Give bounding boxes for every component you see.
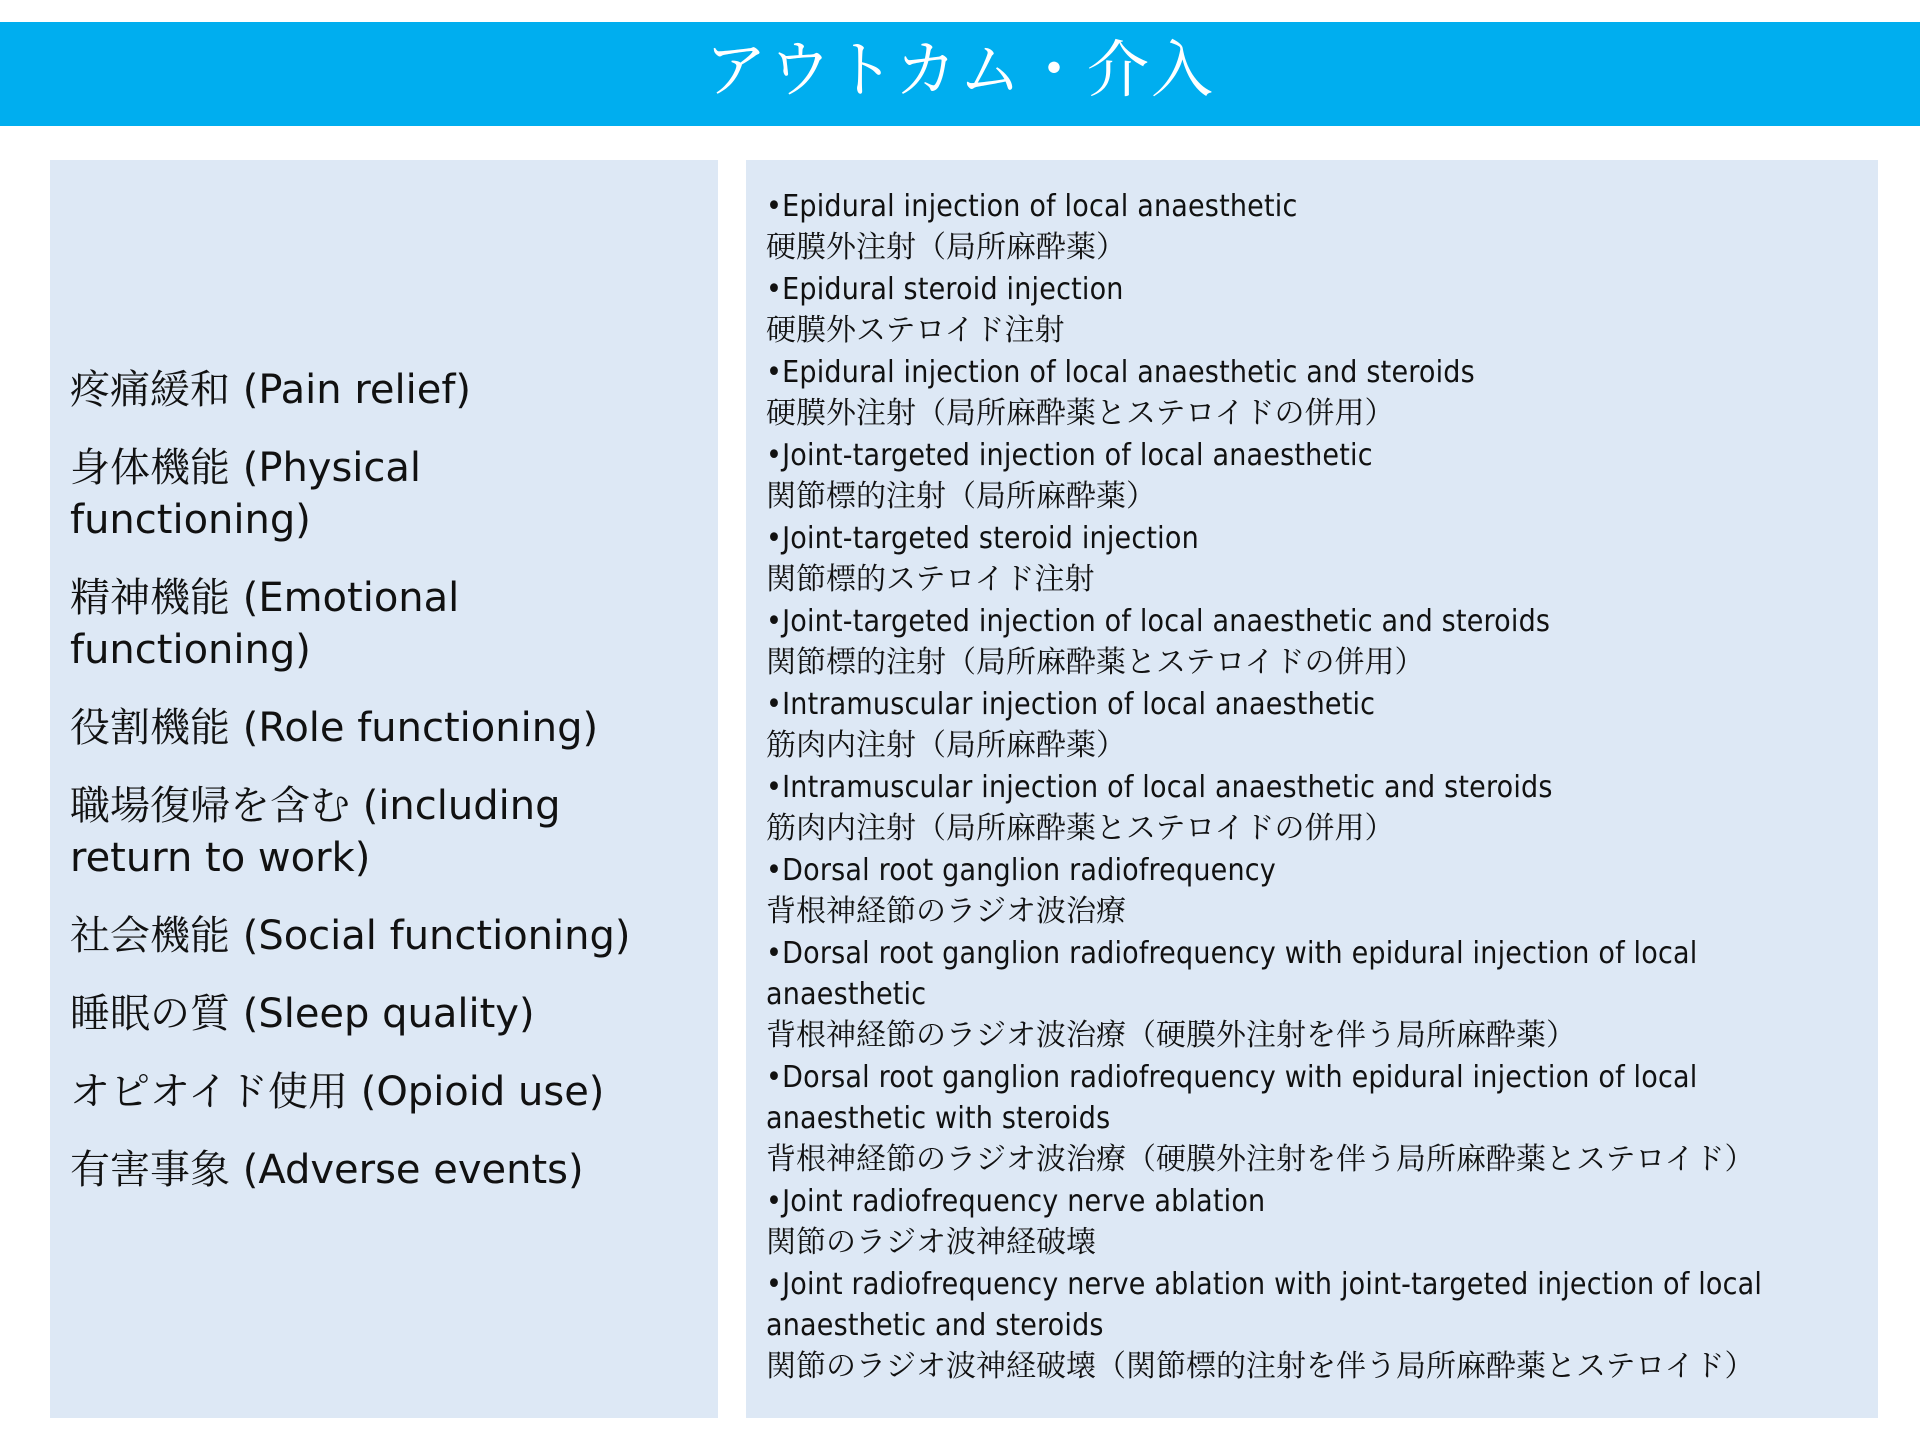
intervention-english: •Epidural injection of local anaesthetic — [766, 189, 1298, 224]
intervention-item — [766, 352, 1858, 435]
intervention-english: •Intramuscular injection of local anaesthetic — [766, 687, 1376, 722]
intervention-english: •Joint radiofrequency nerve ablation — [766, 1184, 1266, 1219]
intervention-english: •Epidural injection of local anaesthetic and steroids — [766, 355, 1475, 390]
intervention-english: •Joint-targeted injection of local anaesthetic — [766, 438, 1373, 473]
intervention-japanese: 背根神経節のラジオ波治療（硬膜外注射を伴う局所麻酔薬とステロイド） — [766, 1142, 1755, 1177]
interventions-panel — [746, 160, 1878, 1418]
outcome-item: 職場復帰を含む (including return to work) — [70, 783, 561, 881]
intervention-english: •Joint-targeted steroid injection — [766, 521, 1199, 556]
outcome-item: オピオイド使用 (Opioid use) — [70, 1069, 605, 1115]
outcome-item: 役割機能 (Role functioning) — [70, 705, 599, 751]
intervention-item — [766, 186, 1858, 269]
outcome-item: 社会機能 (Social functioning) — [70, 913, 631, 959]
intervention-english: •Joint radiofrequency nerve ablation with joint-targeted injection of local anaesthetic and steroids — [766, 1267, 1763, 1343]
intervention-japanese: 硬膜外注射（局所麻酔薬とステロイドの併用） — [766, 396, 1395, 431]
intervention-item — [766, 1264, 1858, 1388]
intervention-japanese: 筋肉内注射（局所麻酔薬） — [766, 728, 1126, 763]
intervention-item — [766, 850, 1858, 933]
intervention-list — [766, 186, 1858, 1388]
intervention-japanese: 硬膜外ステロイド注射 — [766, 313, 1065, 348]
intervention-english: •Dorsal root ganglion radiofrequency with epidural injection of local anaesthetic — [766, 936, 1698, 1012]
outcomes-panel — [50, 160, 718, 1418]
intervention-english: •Dorsal root ganglion radiofrequency — [766, 853, 1276, 888]
outcome-item: 精神機能 (Emotional functioning) — [70, 575, 460, 673]
intervention-item — [766, 1181, 1858, 1264]
intervention-japanese: 関節標的ステロイド注射 — [766, 562, 1095, 597]
intervention-item — [766, 767, 1858, 850]
intervention-item — [766, 684, 1858, 767]
intervention-english: •Intramuscular injection of local anaesthetic and steroids — [766, 770, 1553, 805]
intervention-japanese: 背根神経節のラジオ波治療 — [766, 894, 1126, 929]
intervention-english: •Epidural steroid injection — [766, 272, 1124, 307]
intervention-japanese: 背根神経節のラジオ波治療（硬膜外注射を伴う局所麻酔薬） — [766, 1018, 1576, 1053]
intervention-item — [766, 269, 1858, 352]
intervention-japanese: 筋肉内注射（局所麻酔薬とステロイドの併用） — [766, 811, 1395, 846]
intervention-japanese: 関節標的注射（局所麻酔薬とステロイドの併用） — [766, 645, 1425, 680]
intervention-japanese: 関節標的注射（局所麻酔薬） — [766, 479, 1156, 514]
intervention-japanese: 関節のラジオ波神経破壊 — [766, 1225, 1096, 1260]
intervention-item — [766, 601, 1858, 684]
outcome-list — [70, 364, 718, 1196]
title-bar — [0, 22, 1920, 126]
intervention-item — [766, 518, 1858, 601]
outcome-item: 身体機能 (Physical functioning) — [70, 445, 422, 543]
intervention-english: •Joint-targeted injection of local anaesthetic and steroids — [766, 604, 1551, 639]
intervention-english: •Dorsal root ganglion radiofrequency with epidural injection of local anaesthetic with steroids — [766, 1060, 1698, 1136]
outcome-item: 疼痛緩和 (Pain relief) — [70, 367, 472, 413]
intervention-item — [766, 1057, 1858, 1181]
outcome-item: 有害事象 (Adverse events) — [70, 1147, 584, 1193]
intervention-item — [766, 933, 1858, 1057]
intervention-japanese: 関節のラジオ波神経破壊（関節標的注射を伴う局所麻酔薬とステロイド） — [766, 1349, 1755, 1384]
outcome-item: 睡眠の質 (Sleep quality) — [70, 991, 535, 1037]
intervention-japanese: 硬膜外注射（局所麻酔薬） — [766, 230, 1126, 265]
intervention-item — [766, 435, 1858, 518]
slide-title: アウトカム・介入 — [704, 33, 1216, 106]
